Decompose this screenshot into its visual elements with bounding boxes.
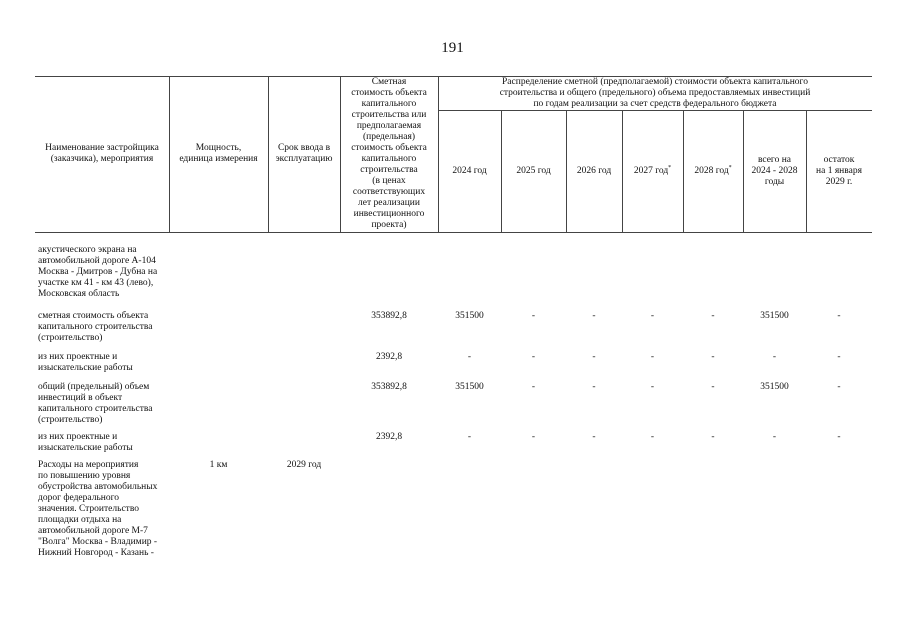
table-row-name: акустического экрана на автомобильной дороге А-104 Москва - Дмитров - Дубна на участке км 41 - км 43 (лево), Московская область: [38, 245, 158, 299]
header-distribution: Распределение сметной (предполагаемой) стоимости объекта капитального строительства и общего (предельного) объема предоставляемых инвестиций по годам реализации за счет средств федерального бюджета: [499, 77, 811, 109]
header-year-2026: 2026 год: [576, 165, 612, 176]
value-2025: -: [531, 311, 536, 321]
header-capacity: Мощность, единица измерения: [179, 143, 258, 164]
value-2028: -: [711, 311, 715, 321]
value-2025: -: [531, 352, 536, 362]
estimate-value: 353892,8: [371, 382, 407, 392]
value-remainder: -: [837, 311, 841, 321]
header-bottom-border: [35, 232, 872, 233]
table-row-name: общий (предельный) объем инвестиций в объект капитального строительства (строительство): [38, 382, 153, 425]
estimate-value: 2392,8: [375, 352, 403, 362]
table-row-name: из них проектные и изыскательские работы: [38, 432, 133, 453]
value-total: 351500: [760, 382, 789, 392]
value-remainder: -: [837, 352, 841, 362]
estimate-value: 353892,8: [371, 311, 407, 321]
page-number: 191: [441, 40, 464, 56]
value-2025: -: [531, 432, 536, 442]
value-2026: -: [592, 382, 596, 392]
table-row-name: из них проектные и изыскательские работы: [38, 352, 133, 373]
value-2026: -: [592, 432, 596, 442]
value-2027: -: [650, 311, 655, 321]
header-total: всего на 2024 - 2028 годы: [751, 154, 798, 187]
value-2026: -: [592, 311, 596, 321]
value-remainder: -: [837, 382, 841, 392]
capacity-value: 1 км: [209, 460, 228, 470]
value-total: -: [772, 352, 777, 362]
value-2028: -: [711, 382, 715, 392]
header-year-2025: 2025 год: [516, 165, 551, 176]
value-2024: -: [467, 352, 472, 362]
header-remainder: остаток на 1 января 2029 г.: [816, 154, 862, 187]
header-deadline: Срок ввода в эксплуатацию: [275, 143, 333, 164]
deadline-value: 2029 год: [286, 460, 322, 470]
header-year-2028: 2028 год*: [694, 164, 732, 176]
value-total: -: [772, 432, 777, 442]
value-2028: -: [711, 352, 715, 362]
value-2024: 351500: [455, 382, 484, 392]
value-2027: -: [650, 382, 655, 392]
header-year-2027: 2027 год*: [633, 164, 672, 176]
header-name: Наименование застройщика (заказчика), мероприятия: [45, 143, 159, 164]
header-year-2024: 2024 год: [452, 165, 487, 176]
estimate-value: 2392,8: [375, 432, 403, 442]
value-2026: -: [592, 352, 596, 362]
value-2024: -: [467, 432, 472, 442]
value-2025: -: [531, 382, 536, 392]
table-row-name: Расходы на мероприятия по повышению уровня обустройства автомобильных дорог федерального значения. Строительство площадки отдыха на автомобильной дороге М-7 "Волга" Москва - Владимир - Нижний Новгород - Казань -: [38, 460, 158, 558]
value-2024: 351500: [455, 311, 484, 321]
value-2027: -: [650, 432, 655, 442]
value-2028: -: [711, 432, 715, 442]
value-remainder: -: [837, 432, 841, 442]
table-row-name: сметная стоимость объекта капитального строительства (строительство): [38, 311, 153, 343]
header-estimate: Сметная стоимость объекта капитального строительства или предполагаемая (предельная) стоимость объекта капитального строительства (в ценах соответствующих лет реализации инвестиционного проекта): [351, 77, 427, 230]
value-total: 351500: [760, 311, 789, 321]
value-2027: -: [650, 352, 655, 362]
